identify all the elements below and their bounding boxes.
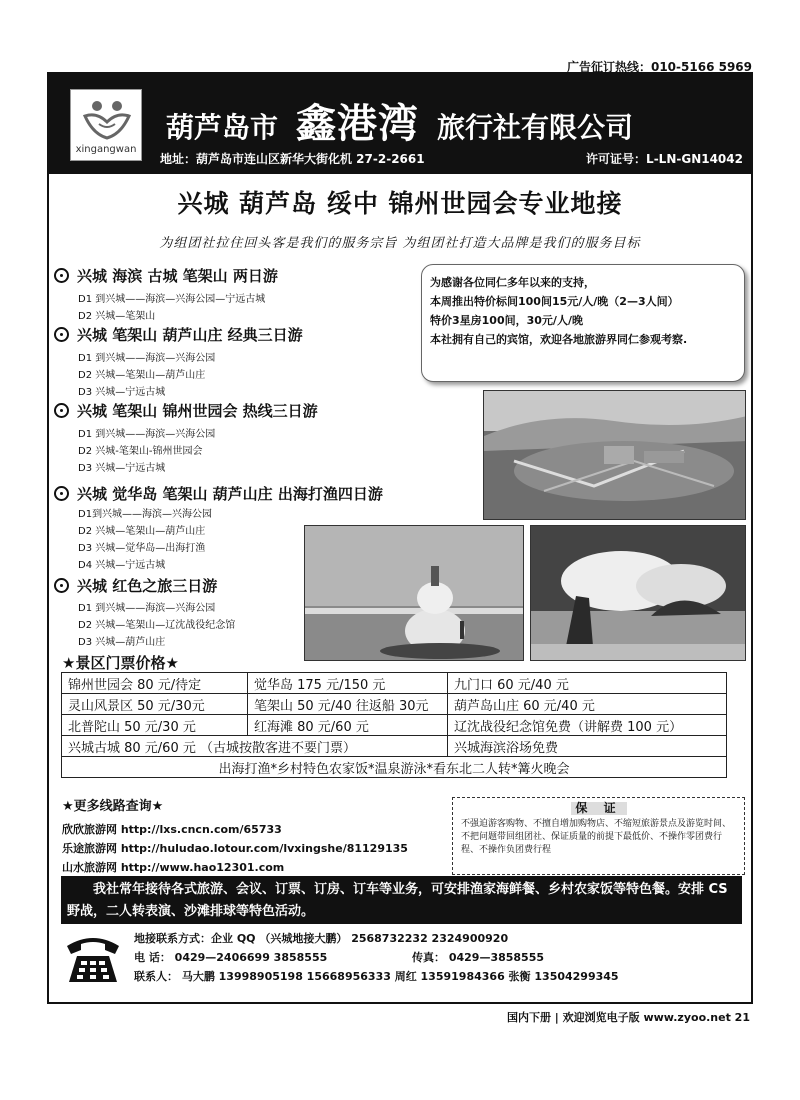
route-day: D2 兴城—笔架山 xyxy=(78,311,156,322)
route-title: 兴城 笔架山 锦州世园会 热线三日游 xyxy=(77,402,318,420)
route-day: D1 到兴城——海滨—兴海公园—宁远古城 xyxy=(78,294,266,305)
route-3 xyxy=(54,400,318,477)
more-routes-links xyxy=(62,820,408,877)
license-number: 许可证号：L-LN-GN14042 xyxy=(586,152,743,166)
route-title: 兴城 觉华岛 笔架山 葫芦山庄 出海打渔四日游 xyxy=(77,485,383,503)
route-day: D2 兴城—笔架山—葫芦山庄 xyxy=(78,370,206,381)
route-2 xyxy=(54,324,303,401)
route-day: D2 兴城—笔架山—葫芦山庄 xyxy=(78,526,206,537)
route-title: 兴城 红色之旅三日游 xyxy=(77,577,218,595)
ad-hotline: 广告征订热线：010-5166 5969 xyxy=(566,60,752,74)
route-link[interactable]: 山水旅游网 http://www.hao12301.com xyxy=(62,861,285,874)
route-day: D2 兴城-笔架山-锦州世园会 xyxy=(78,446,203,457)
notice-line: 本社拥有自己的宾馆，欢迎各地旅游界同仁参观考察. xyxy=(430,333,688,346)
route-title: 兴城 笔架山 葫芦山庄 经典三日游 xyxy=(77,326,303,344)
route-day: D3 兴城—觉华岛—出海打渔 xyxy=(78,543,206,554)
route-day: D4 兴城—宁远古城 xyxy=(78,560,166,571)
route-day: D1到兴城——海滨—兴海公园 xyxy=(78,509,213,520)
company-logo xyxy=(70,89,142,161)
contact-qq: 地接联系方式：企业 QQ （兴城地接大鹏） 2568732232 2324900920 xyxy=(134,932,509,945)
notice-line: 本周推出特价标间100间15元/人/晚（2—3人间） xyxy=(430,295,679,308)
bullet-icon xyxy=(54,578,69,593)
bullet-icon xyxy=(54,327,69,342)
route-day: D1 到兴城——海滨—兴海公园 xyxy=(78,603,216,614)
notice-line: 为感谢各位同仁多年以来的支持， xyxy=(430,276,595,289)
table-cell: 葫芦岛山庄 60 元/40 元 xyxy=(448,694,727,715)
table-cell: 北普陀山 50 元/30 元 xyxy=(62,715,248,736)
logo-text: xingangwan xyxy=(75,144,137,155)
service-slogan: 为组团社拉住回头客是我们的服务宗旨 为组团社打造大品牌是我们的服务目标 xyxy=(159,236,641,251)
ticket-price-table xyxy=(61,672,727,778)
route-day: D3 兴城—宁远古城 xyxy=(78,387,166,398)
telephone-icon xyxy=(63,928,123,986)
table-cell: 九门口 60 元/40 元 xyxy=(448,673,727,694)
route-1 xyxy=(54,265,278,325)
company-name xyxy=(166,92,633,149)
route-day: D1 到兴城——海滨—兴海公园 xyxy=(78,353,216,364)
guarantee-box xyxy=(452,797,745,875)
guarantee-title: 保 证 xyxy=(571,802,627,815)
route-title: 兴城 海滨 古城 笔架山 两日游 xyxy=(77,267,278,285)
company-city: 葫芦岛市 xyxy=(166,111,279,144)
route-day: D1 到兴城——海滨—兴海公园 xyxy=(78,429,216,440)
route-day: D3 兴城—宁远古城 xyxy=(78,463,166,474)
page-footer: 国内下册 | 欢迎浏览电子版 www.zyoo.net 21 xyxy=(506,1011,750,1024)
contact-fax: 传真： 0429—3858555 xyxy=(412,951,545,964)
route-5 xyxy=(54,575,235,651)
table-cell: 灵山风景区 50 元/30元 xyxy=(62,694,248,715)
bullet-icon xyxy=(54,486,69,501)
company-address: 地址：葫芦岛市连山区新华大街化机 27-2-2661 xyxy=(160,152,425,166)
table-cell: 兴城海滨浴场免费 xyxy=(448,736,727,757)
company-brand: 鑫港湾 xyxy=(296,100,420,147)
table-cell: 笔架山 50 元/40 往返船 30元 xyxy=(248,694,448,715)
table-cell: 兴城古城 80 元/60 元 （古城按散客进不要门票） xyxy=(62,736,448,757)
ticket-price-title: ★景区门票价格★ xyxy=(62,654,179,672)
route-link[interactable]: 乐途旅游网 http://huludao.lotour.com/lvxingshe/81129135 xyxy=(62,842,408,855)
contact-tel: 电 话： 0429—2406699 3858555 xyxy=(134,951,328,964)
route-link[interactable]: 欣欣旅游网 http://lxs.cncn.com/65733 xyxy=(62,823,282,836)
table-row xyxy=(62,694,727,715)
table-row xyxy=(62,757,727,778)
gourd-sculpture-photo xyxy=(304,525,524,661)
business-description: 我社常年接待各式旅游、会议、订票、订房、订车等业务，可安排渔家海鲜餐、乡村农家饭等特色餐。安排 CS 野战，二人转表演、沙滩排球等特色活动。 xyxy=(61,876,742,924)
contact-people: 联系人： 马大鹏 13998905198 15668956333 周红 13591984366 张衡 13504299345 xyxy=(134,970,619,983)
table-cell: 锦州世园会 80 元/待定 xyxy=(62,673,248,694)
table-cell: 觉华岛 175 元/150 元 xyxy=(248,673,448,694)
bullet-icon xyxy=(54,403,69,418)
table-cell: 红海滩 80 元/60 元 xyxy=(248,715,448,736)
company-suffix: 旅行社有限公司 xyxy=(437,111,634,144)
route-day: D2 兴城—笔架山—辽沈战役纪念馆 xyxy=(78,620,236,631)
more-routes-title: ★更多线路查询★ xyxy=(62,799,164,814)
route-day: D3 兴城—葫芦山庄 xyxy=(78,637,166,648)
table-row xyxy=(62,736,727,757)
expo-aerial-photo xyxy=(483,390,746,520)
coastal-statue-photo xyxy=(530,525,746,661)
special-offer-notice xyxy=(421,264,745,382)
main-headline: 兴城 葫芦岛 绥中 锦州世园会专业地接 xyxy=(177,189,623,218)
guarantee-text: 不强迫游客购物、不擅自增加购物店、不缩短旅游景点及游览时间、不把问题带回组团社、保证质量的前提下最低价、不操作零团费行程、不操作负团费行程 xyxy=(461,819,732,855)
table-cell: 辽沈战役纪念馆免费（讲解费 100 元） xyxy=(448,715,727,736)
bullet-icon xyxy=(54,268,69,283)
table-row xyxy=(62,715,727,736)
activities-cell: 出海打渔*乡村特色农家饭*温泉游泳*看东北二人转*篝火晚会 xyxy=(62,757,727,778)
notice-line: 特价3星房100间，30元/人/晚 xyxy=(430,314,583,327)
logo-figures-icon xyxy=(71,90,143,144)
table-row xyxy=(62,673,727,694)
